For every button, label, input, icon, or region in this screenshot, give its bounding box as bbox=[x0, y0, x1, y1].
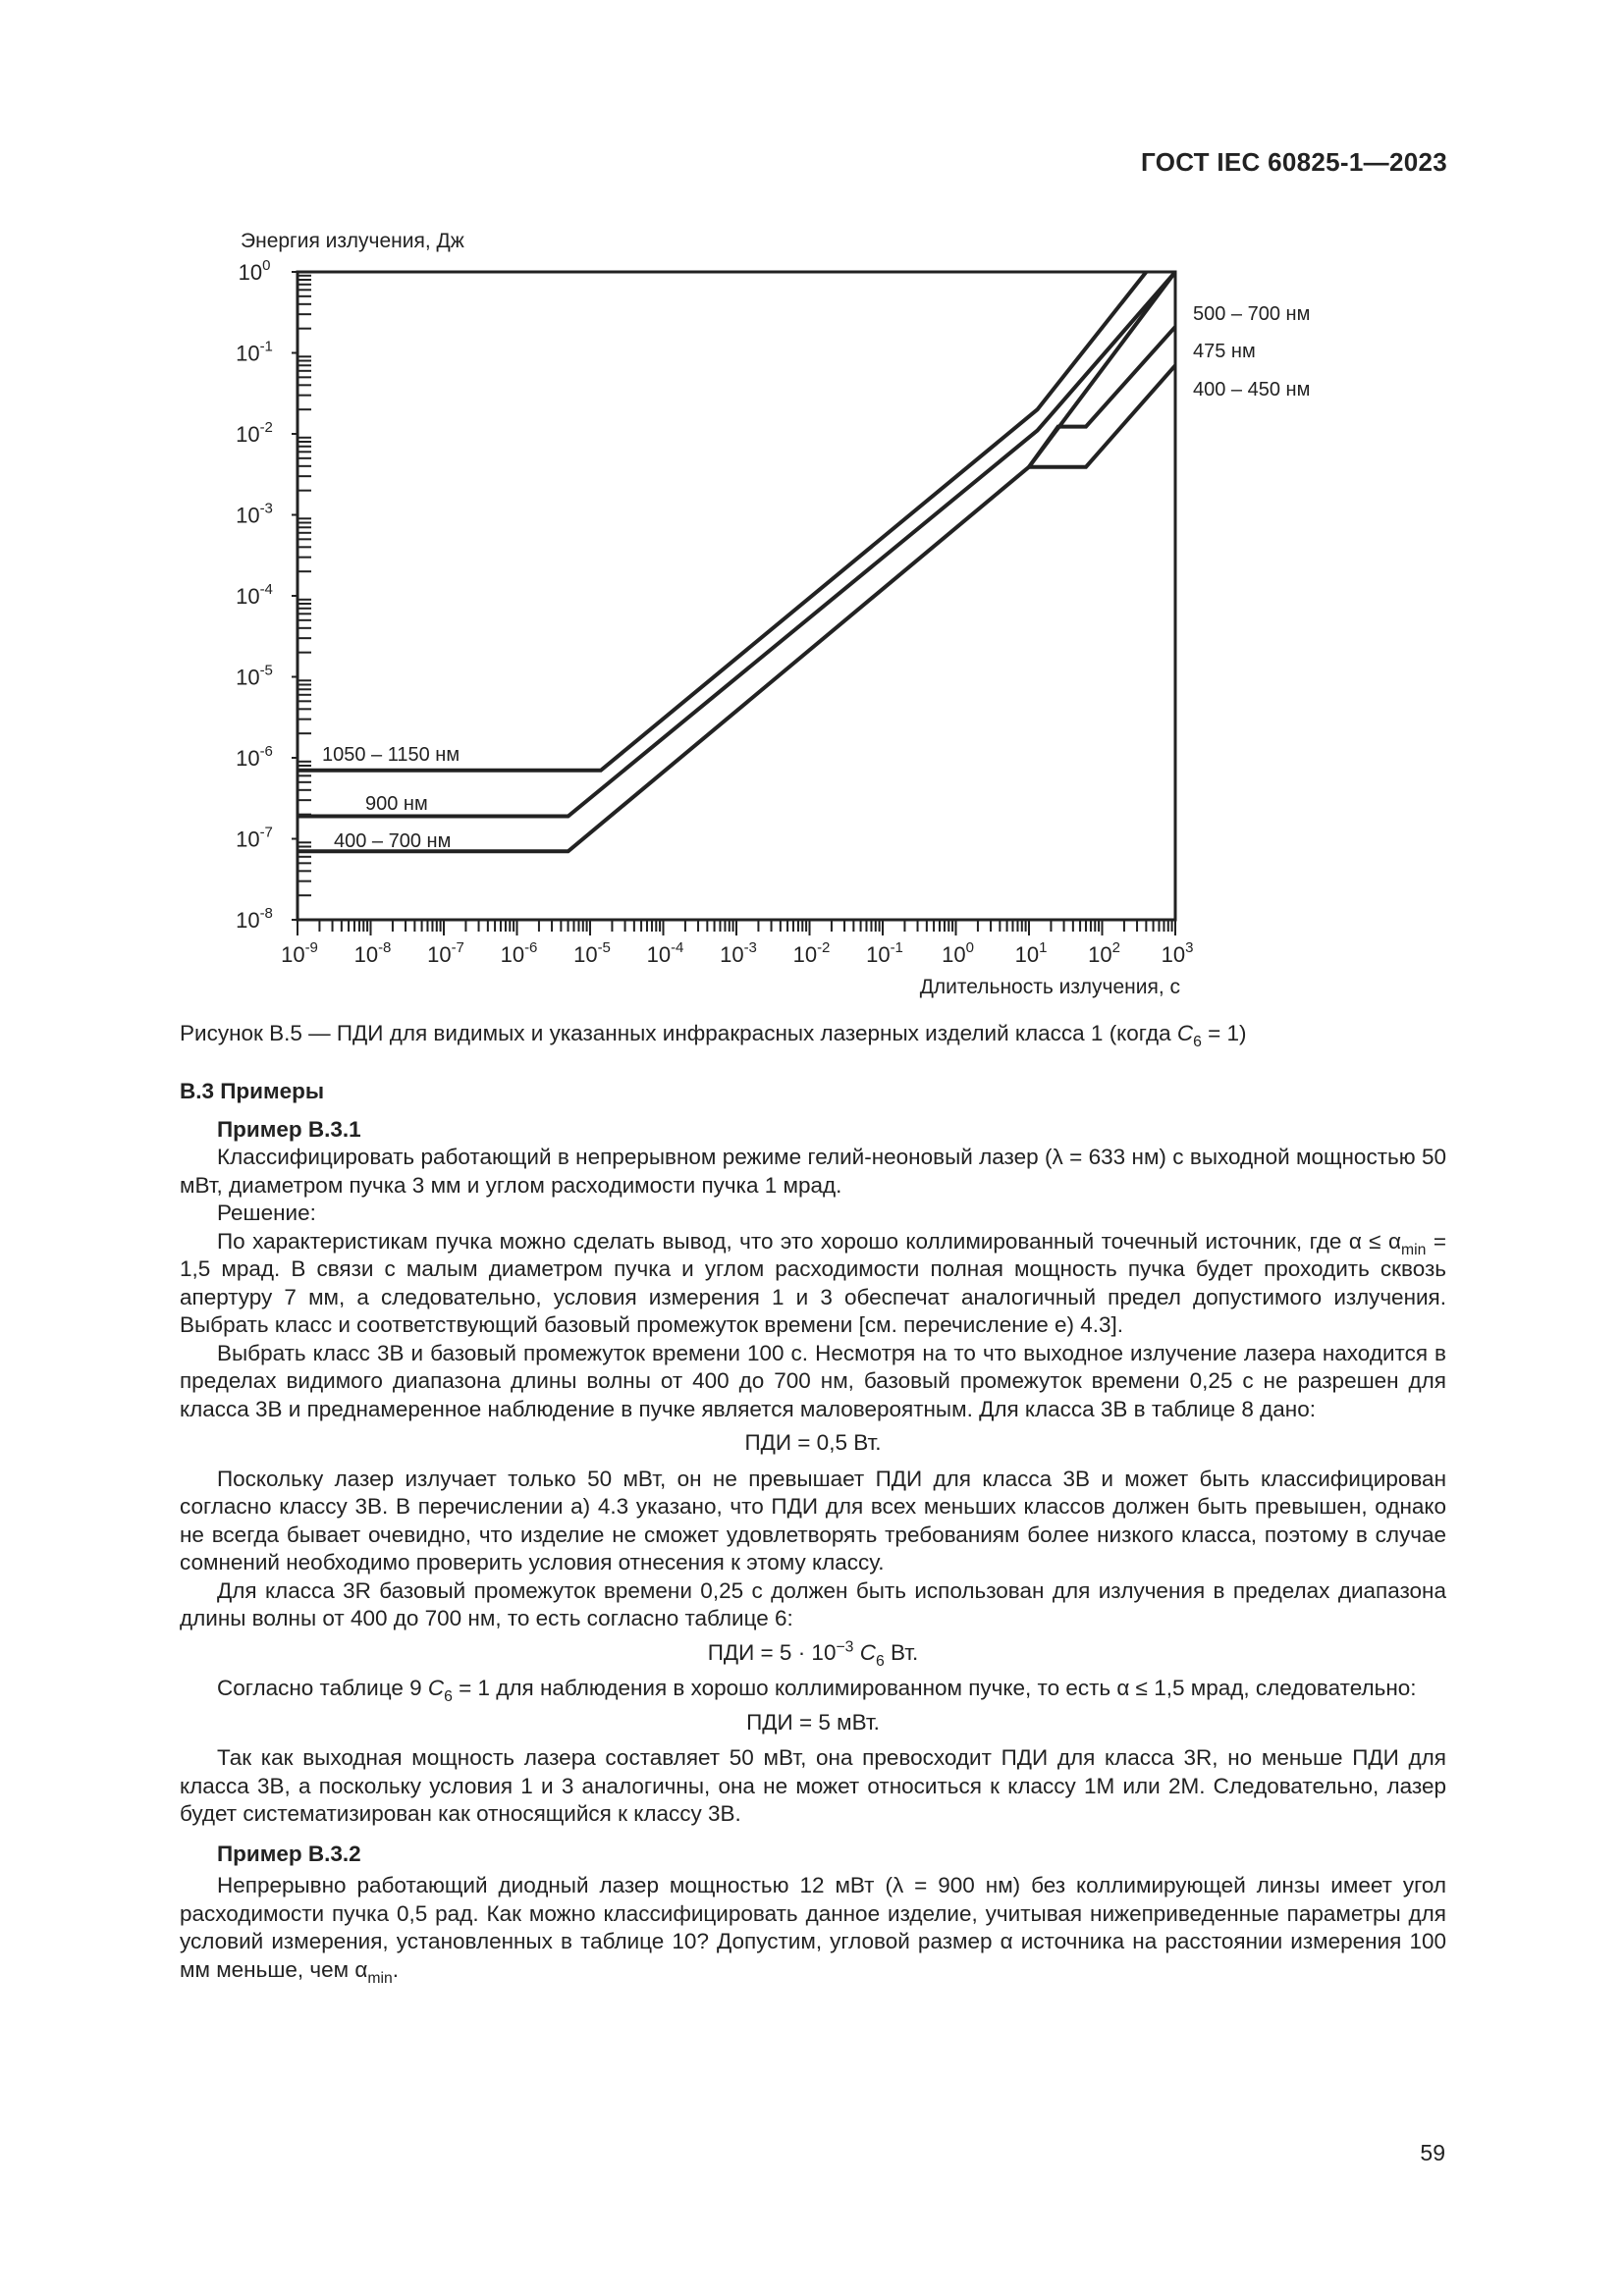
x-tick-label: $10^{-6}$ bbox=[500, 939, 538, 967]
page-number: 59 bbox=[1420, 2140, 1445, 2165]
var: C bbox=[427, 1676, 445, 1700]
series-label: 475 нм bbox=[1193, 341, 1256, 362]
text: ПДИ = 5 · 10 bbox=[707, 1639, 837, 1665]
x-tick-label: $10^{-4}$ bbox=[646, 939, 684, 967]
document-header: ГОСТ IEC 60825-1—2023 bbox=[1141, 147, 1447, 177]
document-body bbox=[180, 1078, 1446, 1987]
x-tick-label: $10^{-1}$ bbox=[866, 939, 903, 967]
text: . bbox=[392, 1956, 400, 1982]
y-axis-label: Энергия излучения, Дж bbox=[241, 230, 464, 252]
paragraph: Поскольку лазер излучает только 50 мВт, он не превышает ПДИ для класса 3В и может быть классифицирован согласно классу 3В. В перечислении а) 4.3 указано, что ПДИ для всех меньших классов должен быть превышен, однако не всегда бывает очевидно, что изделие не сможет удовлетворять требованиям более низкого класса, поэтому в случае сомнений необходимо проверить условия отнесения к этому классу. bbox=[180, 1466, 1446, 1575]
caption-sub: 6 bbox=[1193, 1034, 1202, 1050]
y-tick-label: $10^{-3}$ bbox=[236, 500, 273, 528]
equation: ПДИ = 0,5 Вт. bbox=[744, 1430, 882, 1455]
text: = 1,5 мрад. В связи с малым диаметром пучка и углом расходимости полная мощность пучка будет проходить сквозь апертуру 7 мм, а следовательно, условия измерения 1 и 3 обеспечат аналогичный предел допустимого излучения. Выбрать класс и соответствующий базовый промежуток времени [см. перечисление е) 4.3]. bbox=[180, 1228, 1446, 1337]
y-tick-label: $10^{-6}$ bbox=[236, 743, 273, 771]
x-tick-label: $10^2$ bbox=[1088, 939, 1120, 967]
caption-text: Рисунок В.5 — ПДИ для видимых и указанных инфракрасных лазерных изделий класса 1 (когда bbox=[180, 1021, 1177, 1045]
x-tick-label: $10^{-3}$ bbox=[720, 939, 757, 967]
section-title: В.3 Примеры bbox=[180, 1079, 325, 1103]
series-label: 500 – 700 нм bbox=[1193, 303, 1311, 325]
series-label: 1050 – 1150 нм bbox=[322, 744, 460, 766]
x-tick-label: $10^{-2}$ bbox=[792, 939, 831, 967]
x-tick-label: $10^0$ bbox=[942, 939, 974, 967]
y-tick-label: $10^0$ bbox=[238, 257, 271, 285]
x-tick-label: $10^{-7}$ bbox=[427, 939, 464, 967]
caption-end: = 1) bbox=[1201, 1021, 1247, 1045]
x-tick-label: $10^{-8}$ bbox=[353, 939, 392, 967]
figure-chart bbox=[0, 0, 1624, 1001]
x-tick-label: $10^3$ bbox=[1161, 939, 1194, 967]
example-2-title: Пример В.3.2 bbox=[217, 1841, 361, 1866]
paragraph: Решение: bbox=[217, 1201, 316, 1225]
subscript: min bbox=[1401, 1241, 1427, 1258]
paragraph bbox=[180, 1675, 1446, 1703]
plot-frame bbox=[298, 272, 1175, 920]
subscript: min bbox=[367, 1969, 393, 1987]
series-line bbox=[298, 272, 1175, 817]
text: Вт. bbox=[884, 1639, 919, 1665]
paragraph: Для класса 3R базовый промежуток времени 0,25 с должен быть использован для излучения в пределах диапазона длины волны от 400 до 700 нм, то есть согласно таблице 6: bbox=[180, 1577, 1446, 1630]
text: По характеристикам пучка можно сделать вывод, что это хорошо коллимированный точечный источник, где α ≤ α bbox=[217, 1228, 1402, 1254]
subscript: 6 bbox=[875, 1652, 885, 1670]
x-tick-label: $10^{-5}$ bbox=[573, 939, 611, 967]
y-tick-label: $10^{-8}$ bbox=[236, 905, 273, 933]
superscript: −3 bbox=[836, 1638, 854, 1655]
paragraph bbox=[180, 1872, 1446, 1987]
y-tick-label: $10^{-7}$ bbox=[236, 824, 273, 852]
var: C bbox=[859, 1639, 876, 1665]
equation: ПДИ = 5 мВт. bbox=[746, 1709, 880, 1735]
equation bbox=[180, 1639, 1446, 1668]
subscript: 6 bbox=[444, 1688, 453, 1705]
series-label: 900 нм bbox=[365, 793, 428, 815]
x-tick-label: $10^1$ bbox=[1014, 939, 1048, 967]
text: Непрерывно работающий диодный лазер мощностью 12 мВт (λ = 900 нм) без коллимирующей линзы имеет угол расходимости пучка 0,5 рад. Как можно классифицировать данное изделие, учитывая нижеприведенные параметры для условий измерения, установленных в таблице 10? Допустим, угловой размер α источника на расстоянии измерения 100 мм меньше, чем α bbox=[180, 1873, 1446, 1982]
series-label: 400 – 700 нм bbox=[334, 830, 452, 852]
paragraph: Выбрать класс 3В и базовый промежуток времени 100 с. Несмотря на то что выходное излучение лазера находится в пределах видимого диапазона длины волны от 400 до 700 нм, базовый промежуток времени 0,25 с не разрешен для класса 3В и преднамеренное наблюдение в пучке является маловероятным. Для класса 3В в таблице 8 дано: bbox=[180, 1340, 1446, 1421]
text: = 1 для наблюдения в хорошо коллимированном пучке, то есть α ≤ 1,5 мрад, следовательно: bbox=[452, 1676, 1417, 1700]
y-tick-label: $10^{-5}$ bbox=[236, 662, 273, 690]
example-1-title: Пример В.3.1 bbox=[217, 1116, 361, 1142]
x-axis-label: Длительность излучения, с bbox=[919, 976, 1180, 998]
y-tick-label: $10^{-4}$ bbox=[236, 581, 273, 609]
paragraph: Так как выходная мощность лазера составляет 50 мВт, она превосходит ПДИ для класса 3R, но меньше ПДИ для класса 3В, а поскольку условия 1 и 3 аналогичны, она не может относиться к классу 1М или 2М. Следовательно, лазер будет систематизирован как относящийся к классу 3В. bbox=[180, 1745, 1446, 1826]
y-tick-label: $10^{-2}$ bbox=[236, 419, 273, 447]
y-tick-label: $10^{-1}$ bbox=[236, 338, 273, 366]
paragraph: Классифицировать работающий в непрерывном режиме гелий-неоновый лазер (λ = 633 нм) с выходной мощностью 50 мВт, диаметром пучка 3 мм и углом расходимости пучка 1 мрад. bbox=[180, 1145, 1446, 1198]
series-label: 400 – 450 нм bbox=[1193, 379, 1311, 400]
figure-caption bbox=[180, 1021, 1247, 1050]
caption-var: C bbox=[1176, 1021, 1194, 1045]
paragraph bbox=[180, 1228, 1446, 1340]
x-tick-label: $10^{-9}$ bbox=[281, 939, 318, 967]
text: Согласно таблице 9 bbox=[217, 1676, 428, 1700]
series-line bbox=[298, 272, 1146, 771]
